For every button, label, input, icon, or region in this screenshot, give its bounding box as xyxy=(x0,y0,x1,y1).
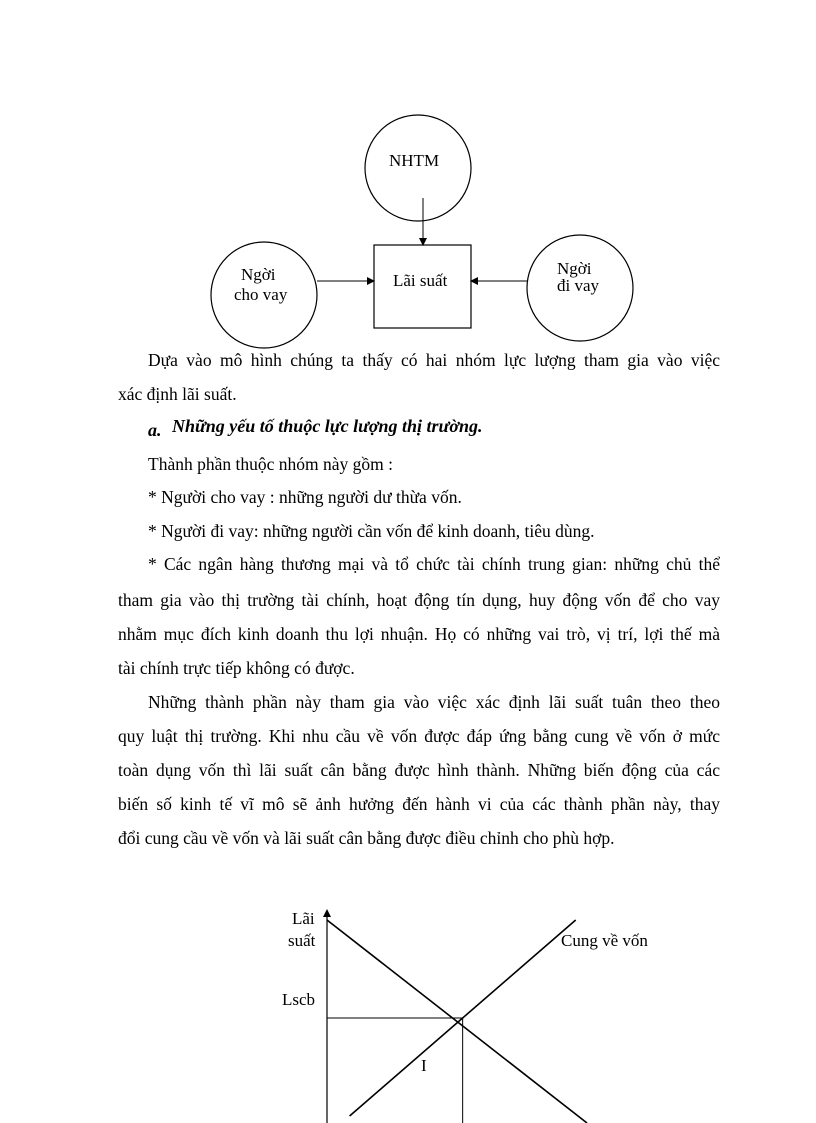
para3-line-3: nhằm mục đích kinh doanh thu lợi nhuận. Họ có những vai trò, vị trí, lợi thế mà xyxy=(118,624,720,644)
y-axis-label-line1: Lãi xyxy=(292,909,315,928)
intro-line-1: Dựa vào mô hình chúng ta thấy có hai nhóm lực lượng tham gia vào việc xyxy=(148,350,720,370)
para3-line-1: * Các ngân hàng thương mại và tổ chức tài chính trung gian: những chủ thể xyxy=(148,554,720,574)
lai-suat-label: Lãi suất xyxy=(393,271,448,290)
section-heading: Những yếu tố thuộc lực lượng thị trường. xyxy=(172,416,483,436)
intro-line-2: xác định lãi suất. xyxy=(118,384,237,404)
nguoi-cho-vay-label-line2: cho vay xyxy=(234,285,288,304)
para3-line-2: tham gia vào thị trường tài chính, hoạt động tín dụng, huy động vốn để cho vay xyxy=(118,590,720,610)
para4-line-4: biến số kinh tế vĩ mô sẽ ảnh hưởng đến hành vi của các thành phần này, thay xyxy=(118,794,720,814)
supply-curve-label: Cung về vốn xyxy=(561,931,648,950)
bullet-nguoi-di-vay: * Người đi vay: những người cần vốn để kinh doanh, tiêu dùng. xyxy=(148,521,595,541)
equilibrium-marker-label: I xyxy=(421,1056,427,1075)
para4-line-3: toàn dụng vốn thì lãi suất cân bằng được hình thành. Những biến động của các xyxy=(118,760,720,780)
equilibrium-rate-label: Lscb xyxy=(282,990,316,1009)
nguoi-di-vay-label-line1: Ngời xyxy=(557,259,592,278)
demand-curve xyxy=(327,920,587,1123)
para3-line-4: tài chính trực tiếp không có được. xyxy=(118,658,355,678)
group-intro: Thành phần thuộc nhóm này gồm : xyxy=(148,454,393,474)
y-axis-label-line2: suất xyxy=(288,931,316,950)
para4-line-5: đổi cung cầu về vốn và lãi suất cân bằng được điều chỉnh cho phù hợp. xyxy=(118,828,615,848)
heading-marker: a. xyxy=(148,420,162,440)
nhtm-label: NHTM xyxy=(389,151,440,170)
para4-line-2: quy luật thị trường. Khi nhu cầu về vốn được đáp ứng bằng cung về vốn ở mức xyxy=(118,726,720,746)
nguoi-cho-vay-label-line1: Ngời xyxy=(241,265,276,284)
nguoi-di-vay-label-line2: đi vay xyxy=(557,276,600,295)
para4-line-1: Những thành phần này tham gia vào việc xác định lãi suất tuân theo theo xyxy=(148,692,720,712)
bullet-nguoi-cho-vay: * Người cho vay : những người dư thừa vốn. xyxy=(148,487,462,507)
